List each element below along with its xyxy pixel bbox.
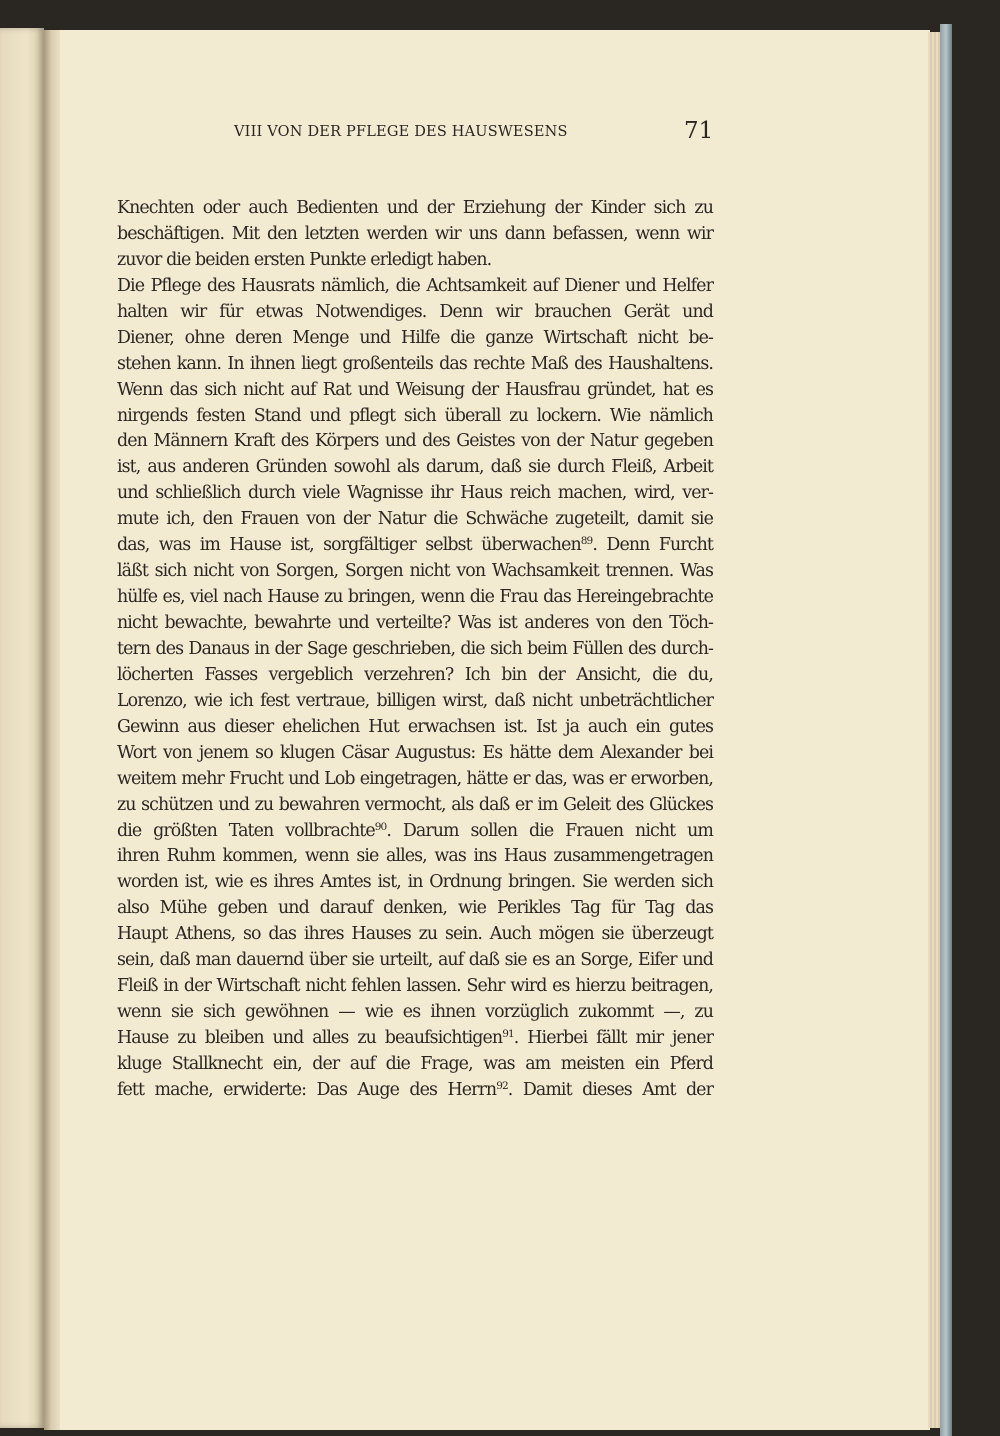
text-line: den Männern Kraft des Körpers und des Geistes von der Natur gegeben <box>117 431 713 452</box>
text-segment: . Darum sollen die Frauen nicht um <box>386 820 713 841</box>
text-line: tern des Danaus in der Sage geschrieben, die sich beim Füllen des durch- <box>117 638 713 659</box>
text-line: Fleiß in der Wirtschaft nicht fehlen lassen. Sehr wird es hierzu beitragen, <box>117 976 713 997</box>
text-segment: . Damit dieses Amt der <box>507 1079 713 1100</box>
text-line: mute ich, den Frauen von der Natur die Schwäche zugeteilt, damit sie <box>117 509 713 530</box>
footnote-ref-90: 90 <box>374 820 387 833</box>
text-segment: . Denn Furcht <box>592 535 714 556</box>
text-line: nicht bewachte, bewahrte und verteilte? Was ist anderes von den Töch- <box>117 613 713 633</box>
footnote-ref-92: 92 <box>496 1080 508 1093</box>
text-line-with-footnote <box>117 1078 713 1104</box>
text-line: Die Pflege des Hausrats nämlich, die Achtsamkeit auf Diener und Helfer <box>117 275 713 296</box>
text-line-with-footnote <box>117 1026 713 1052</box>
book-cover-edge <box>940 24 952 1436</box>
text-segment: die größten Taten vollbrachte <box>117 820 375 841</box>
text-line: hülfe es, viel nach Hause zu bringen, wenn die Frau das Hereingebrachte <box>117 587 713 608</box>
text-line: Haupt Athens, so das ihres Hauses zu sein. Auch mögen sie überzeugt <box>117 924 713 945</box>
page-header <box>60 0 930 200</box>
text-segment: . Hierbei fällt mir jener <box>513 1028 713 1048</box>
text-line: kluge Stallknecht ein, der auf die Frage, was am meisten ein Pferd <box>117 1053 713 1074</box>
text-line: weitem mehr Frucht und Lob eingetragen, hätte er das, was er erworben, <box>117 768 713 789</box>
text-line: also Mühe geben und darauf denken, wie Perikles Tag für Tag das <box>117 898 713 919</box>
text-line: löcherten Fasses vergeblich verzehren? Ich bin der Ansicht, die du, <box>117 664 713 685</box>
text-line: zuvor die beiden ersten Punkte erledigt haben. <box>117 249 492 270</box>
text-line: Diener, ohne deren Menge und Hilfe die ganze Wirtschaft nicht be- <box>117 327 713 348</box>
text-line: ihren Ruhm kommen, wenn sie alles, was ins Haus zusammengetragen <box>117 846 713 867</box>
text-line: Wenn das sich nicht auf Rat und Weisung der Hausfrau gründet, hat es <box>117 379 713 400</box>
text-line: ist, aus anderen Gründen sowohl als darum, daß sie durch Fleiß, Arbeit <box>117 457 713 478</box>
text-line: zu schützen und zu bewahren vermocht, als daß er im Geleit des Glückes <box>117 794 713 815</box>
footnote-ref-91: 91 <box>502 1028 514 1041</box>
text-line: wenn sie sich gewöhnen — wie es ihnen vorzüglich zukommt —, zu <box>117 1002 713 1023</box>
footnote-ref-89: 89 <box>580 535 593 548</box>
body-text <box>117 196 713 1104</box>
page-number: 71 <box>684 118 714 144</box>
text-line: halten wir für etwas Notwendiges. Denn wir brauchen Gerät und <box>117 301 713 322</box>
text-line: beschäftigen. Mit den letzten werden wir uns dann befassen, wenn wir <box>117 223 713 244</box>
text-line: Wort von jenem so klugen Cäsar Augustus: Es hätte dem Alexander bei <box>117 742 713 763</box>
text-segment: Hause zu bleiben und alles zu beaufsichtigen <box>117 1028 503 1048</box>
text-line: sein, daß man dauernd über sie urteilt, auf daß sie es an Sorge, Eifer und <box>117 950 713 971</box>
text-line: nirgends festen Stand und pflegt sich überall zu lockern. Wie nämlich <box>117 405 713 426</box>
text-line: Lorenzo, wie ich fest vertraue, billigen wirst, daß nicht unbeträchtlicher <box>117 690 713 711</box>
text-line: worden ist, wie es ihres Amtes ist, in Ordnung bringen. Sie werden sich <box>117 872 713 893</box>
text-line-with-footnote <box>117 533 713 559</box>
text-line: läßt sich nicht von Sorgen, Sorgen nicht von Wachsamkeit trennen. Was <box>117 561 713 582</box>
text-segment: das, was im Hause ist, sorgfältiger selbst überwachen <box>117 535 581 556</box>
text-line: und schließlich durch viele Wagnisse ihr Haus reich machen, wird, ver- <box>117 483 713 504</box>
text-line: stehen kann. In ihnen liegt großenteils das rechte Maß des Haushaltens. <box>117 353 713 374</box>
running-head: VIII VON DER PFLEGE DES HAUSWESENS <box>234 124 568 140</box>
text-line-with-footnote <box>117 819 713 845</box>
left-page-edge <box>0 28 44 1428</box>
text-line: Gewinn aus dieser ehelichen Hut erwachsen ist. Ist ja auch ein gutes <box>117 716 713 737</box>
text-segment: fett mache, erwiderte: Das Auge des Herrn <box>117 1079 497 1100</box>
text-line: Knechten oder auch Bedienten und der Erziehung der Kinder sich zu <box>117 198 713 218</box>
